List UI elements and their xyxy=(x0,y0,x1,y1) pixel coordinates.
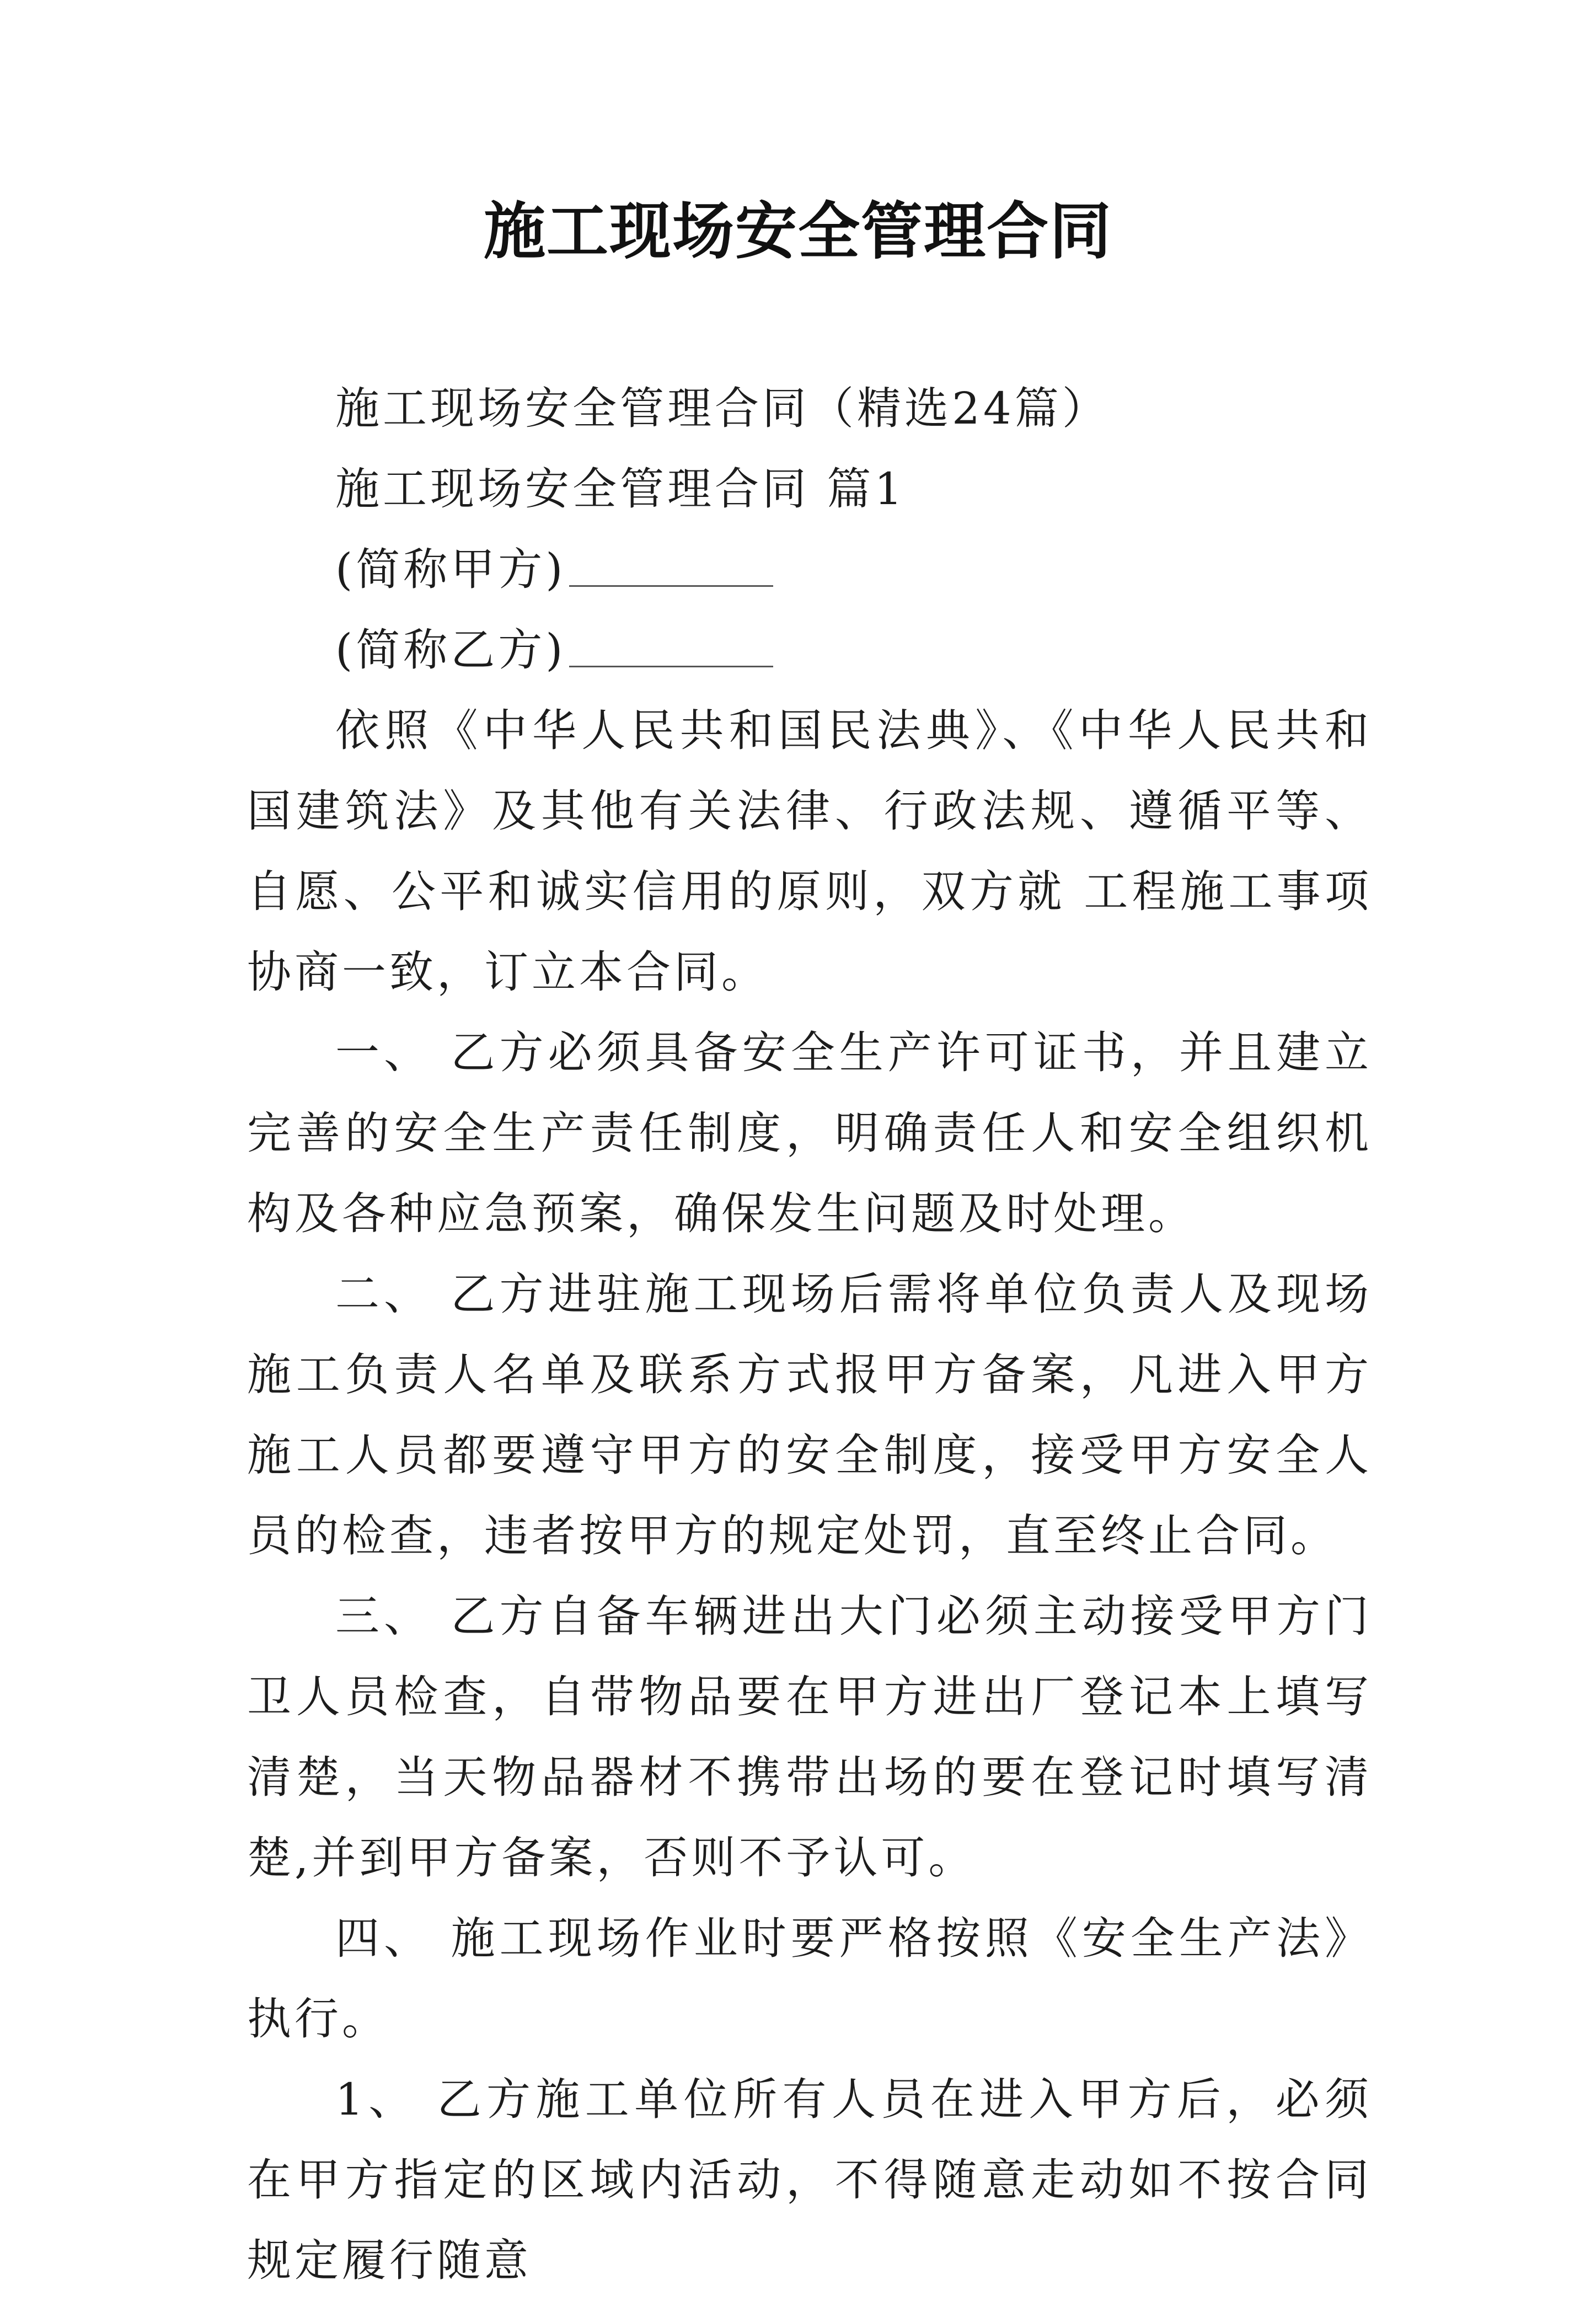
clause-2: 二、 乙方进驻施工现场后需将单位负责人及现场施工负责人名单及联系方式报甲方备案，凡进入甲方施工人员都要遵守甲方的安全制度，接受甲方安全人员的检查，违者按甲方的规定处罚，直至终止合同。 xyxy=(247,1269,1372,1561)
section-heading: 施工现场安全管理合同 篇1 xyxy=(335,463,906,515)
party-a-blank xyxy=(569,552,773,587)
party-b-blank xyxy=(569,633,773,667)
party-b-line xyxy=(247,610,1372,691)
preamble-paragraph: 依照《中华人民共和国民法典》、《中华人民共和国建筑法》及其他有关法律、行政法规、遵循平等、自愿、公平和诚实信用的原则，双方就 工程施工事项协商一致，订立本合同。 xyxy=(247,705,1372,998)
party-b-label: (简称乙方) xyxy=(335,624,566,676)
clause-4: 四、 施工现场作业时要严格按照《安全生产法》执行。 xyxy=(247,1913,1372,2045)
party-a-label: (简称甲方) xyxy=(335,544,566,595)
clause-1: 一、 乙方必须具备安全生产许可证书，并且建立完善的安全生产责任制度，明确责任人和安全组织机构及各种应急预案，确保发生问题及时处理。 xyxy=(247,1027,1372,1239)
item-1: 1、 乙方施工单位所有人员在进入甲方后，必须在甲方指定的区域内活动，不得随意走动如不按合同规定履行随意 xyxy=(247,2074,1372,2286)
subtitle: 施工现场安全管理合同（精选24篇） xyxy=(335,383,1110,434)
document-title: 施工现场安全管理合同 xyxy=(484,195,1112,267)
party-a-line xyxy=(247,529,1372,610)
clause-3: 三、 乙方自备车辆进出大门必须主动接受甲方门卫人员检查，自带物品要在甲方进出厂登记本上填写清楚，当天物品器材不携带出场的要在登记时填写清楚,并到甲方备案，否则不予认可。 xyxy=(247,1591,1372,1883)
document-body xyxy=(247,368,1372,2301)
